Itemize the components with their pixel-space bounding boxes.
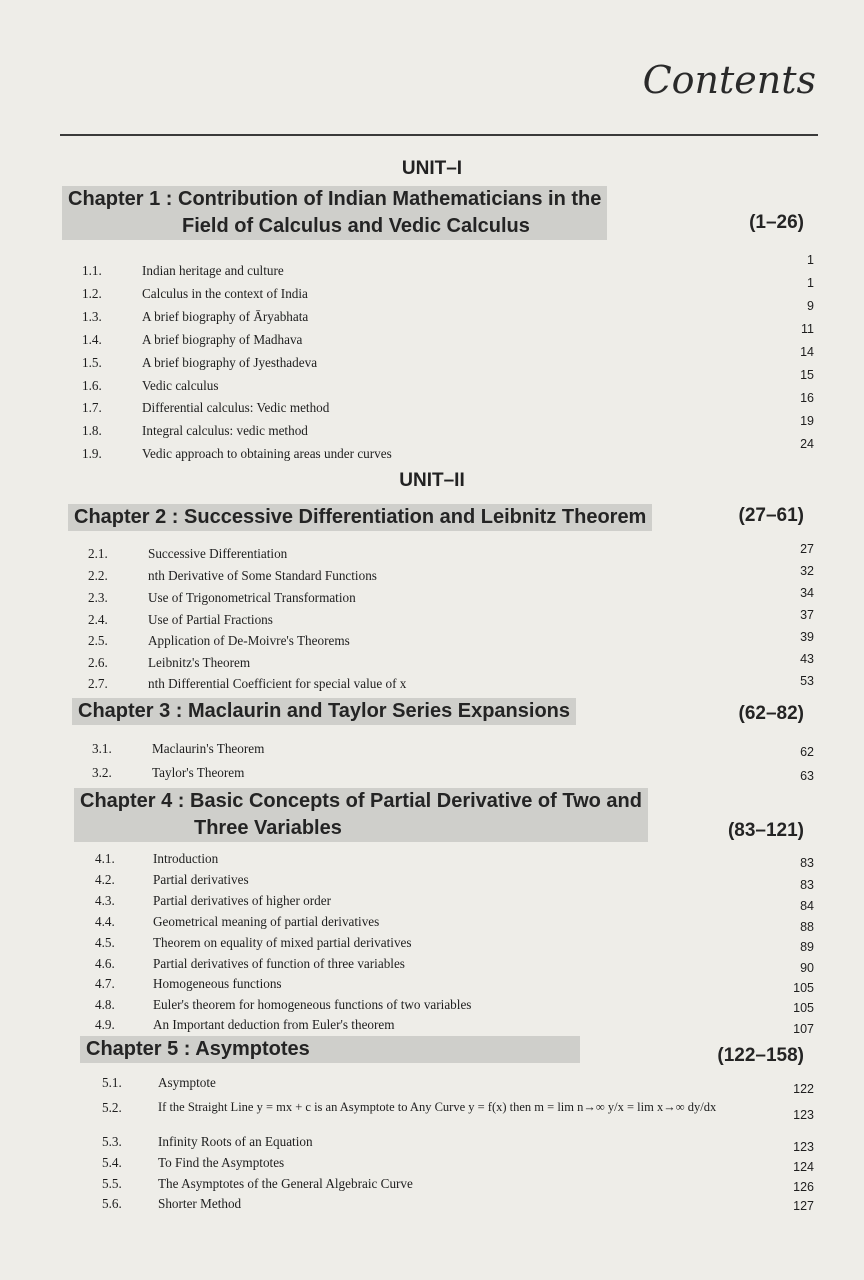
chapter-1-heading	[62, 186, 607, 240]
chapter-3-heading-line1: Chapter 3 : Maclaurin and Taylor Series Expansions	[72, 698, 576, 725]
section-number: 2.1.	[88, 546, 108, 561]
section-number: 1.8.	[82, 423, 102, 438]
section-number: 1.2.	[82, 286, 102, 301]
section-title: nth Differential Coefficient for special value of x	[148, 676, 407, 691]
section-number: 1.3.	[82, 309, 102, 324]
chapter-1-heading-line2: Field of Calculus and Vedic Calculus	[62, 213, 607, 240]
section-title: Infinity Roots of an Equation	[158, 1134, 313, 1149]
section-title: Partial derivatives of function of three variables	[153, 956, 405, 971]
section-title: Successive Differentiation	[148, 546, 288, 561]
section-page-number: 89	[800, 940, 814, 954]
section-page-number: 88	[800, 920, 814, 934]
section-number: 2.7.	[88, 676, 108, 691]
section-title: Shorter Method	[158, 1196, 242, 1211]
section-title: Vedic approach to obtaining areas under curves	[142, 446, 392, 461]
section-number: 2.2.	[88, 568, 108, 583]
section-title: Integral calculus: vedic method	[142, 423, 308, 438]
section-page-number: 84	[800, 899, 814, 913]
section-title: Indian heritage and culture	[142, 263, 284, 278]
section-title: Differential calculus: Vedic method	[142, 400, 330, 415]
section-page-number: 37	[800, 608, 814, 622]
unit-heading-1: UNIT–I	[401, 158, 463, 179]
section-page-number: 1	[807, 253, 814, 267]
section-page-number: 53	[800, 674, 814, 688]
section-title: Asymptote	[158, 1075, 216, 1090]
section-number: 4.6.	[95, 956, 115, 971]
section-number: 5.1.	[102, 1075, 122, 1090]
section-page-number: 32	[800, 564, 814, 578]
section-number: 1.6.	[82, 378, 102, 393]
chapter-5-range: (122–158)	[717, 1045, 804, 1066]
section-page-number: 63	[800, 769, 814, 783]
chapter-4-heading-line2: Three Variables	[74, 815, 648, 842]
section-page-number: 14	[800, 345, 814, 359]
section-number: 1.4.	[82, 332, 102, 347]
section-number: 4.9.	[95, 1017, 115, 1032]
section-page-number: 124	[793, 1160, 814, 1174]
section-page-number: 24	[800, 437, 814, 451]
section-page-number: 39	[800, 630, 814, 644]
section-title: The Asymptotes of the General Algebraic Curve	[158, 1176, 413, 1191]
chapter-2-heading	[68, 504, 652, 531]
section-number: 2.5.	[88, 633, 108, 648]
section-page-number: 105	[793, 981, 814, 995]
section-title: Maclaurin's Theorem	[152, 741, 265, 756]
chapter-4-heading	[74, 788, 648, 842]
section-number: 4.1.	[95, 851, 115, 866]
section-title: Application of De-Moivre's Theorems	[148, 633, 350, 648]
section-number: 5.3.	[102, 1134, 122, 1149]
section-page-number: 1	[807, 276, 814, 290]
section-title: Calculus in the context of India	[142, 286, 308, 301]
section-number: 3.2.	[92, 765, 112, 780]
section-number: 5.6.	[102, 1196, 122, 1211]
section-number: 4.8.	[95, 997, 115, 1012]
header-rule	[60, 134, 818, 136]
section-number: 1.1.	[82, 263, 102, 278]
section-page-number: 62	[800, 745, 814, 759]
section-page-number: 34	[800, 586, 814, 600]
chapter-4-range: (83–121)	[727, 820, 804, 841]
section-number: 2.4.	[88, 612, 108, 627]
section-number: 1.5.	[82, 355, 102, 370]
section-page-number: 43	[800, 652, 814, 666]
chapter-5-heading	[80, 1036, 580, 1063]
section-page-number: 126	[793, 1180, 814, 1194]
section-number: 5.2.	[102, 1100, 122, 1115]
unit-heading-2: UNIT–II	[399, 470, 465, 491]
section-title: To Find the Asymptotes	[158, 1155, 285, 1170]
chapter-4-heading-line1: Chapter 4 : Basic Concepts of Partial Derivative of Two and	[74, 788, 648, 815]
section-page-number: 16	[800, 391, 814, 405]
section-page-number: 27	[800, 542, 814, 556]
section-title: If the Straight Line y = mx + c is an Asymptote to Any Curve y = f(x) then m = lim n→∞ y/x = lim x→∞ dy/dx	[158, 1100, 717, 1114]
section-title: Use of Trigonometrical Transformation	[148, 590, 356, 605]
page-title: Contents	[642, 58, 816, 102]
section-page-number: 15	[800, 368, 814, 382]
section-title: A brief biography of Madhava	[142, 332, 303, 347]
section-title: Homogeneous functions	[153, 976, 282, 991]
chapter-1-range: (1–26)	[749, 212, 804, 233]
section-title: Partial derivatives of higher order	[153, 893, 331, 908]
chapter-1-heading-line1: Chapter 1 : Contribution of Indian Mathematicians in the	[62, 186, 607, 213]
chapter-5-heading-line1: Chapter 5 : Asymptotes	[80, 1036, 580, 1063]
section-number: 4.3.	[95, 893, 115, 908]
section-number: 4.7.	[95, 976, 115, 991]
section-page-number: 105	[793, 1001, 814, 1015]
section-number: 3.1.	[92, 741, 112, 756]
section-title: Vedic calculus	[142, 378, 219, 393]
chapter-2-heading-line1: Chapter 2 : Successive Differentiation and Leibnitz Theorem	[68, 504, 652, 531]
section-number: 2.6.	[88, 655, 108, 670]
section-page-number: 123	[793, 1108, 814, 1122]
section-page-number: 9	[807, 299, 814, 313]
section-title: nth Derivative of Some Standard Functions	[148, 568, 377, 583]
section-title: Theorem on equality of mixed partial derivatives	[153, 935, 412, 950]
section-number: 4.2.	[95, 872, 115, 887]
section-page-number: 83	[800, 856, 814, 870]
section-page-number: 83	[800, 878, 814, 892]
section-title: Leibnitz's Theorem	[148, 655, 251, 670]
section-number: 4.5.	[95, 935, 115, 950]
chapter-3-range: (62–82)	[738, 703, 804, 724]
section-number: 5.5.	[102, 1176, 122, 1191]
section-title: Partial derivatives	[153, 872, 249, 887]
section-page-number: 123	[793, 1140, 814, 1154]
section-title: Taylor's Theorem	[152, 765, 245, 780]
section-title: Introduction	[153, 851, 219, 866]
section-title: An Important deduction from Euler's theorem	[153, 1017, 395, 1032]
section-page-number: 19	[800, 414, 814, 428]
section-page-number: 90	[800, 961, 814, 975]
section-title: Euler's theorem for homogeneous functions of two variables	[153, 997, 472, 1012]
section-title: Geometrical meaning of partial derivatives	[153, 914, 380, 929]
section-page-number: 107	[793, 1022, 814, 1036]
section-page-number: 122	[793, 1082, 814, 1096]
section-title: A brief biography of Jyesthadeva	[142, 355, 318, 370]
section-number: 4.4.	[95, 914, 115, 929]
section-number: 5.4.	[102, 1155, 122, 1170]
section-number: 1.9.	[82, 446, 102, 461]
section-page-number: 11	[801, 322, 814, 336]
chapter-3-heading	[72, 698, 576, 725]
chapter-2-range: (27–61)	[738, 505, 804, 526]
section-number: 2.3.	[88, 590, 108, 605]
section-title: Use of Partial Fractions	[148, 612, 273, 627]
section-page-number: 127	[793, 1199, 814, 1213]
section-title: A brief biography of Āryabhata	[142, 309, 309, 324]
section-number: 1.7.	[82, 400, 102, 415]
